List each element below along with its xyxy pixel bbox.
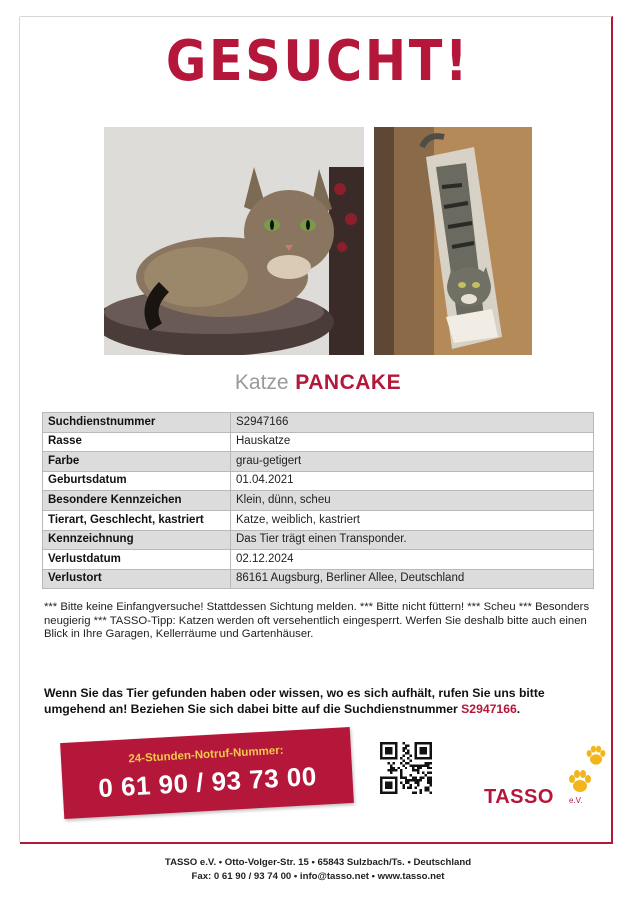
cat-photo-bag bbox=[374, 127, 532, 355]
detail-value: Das Tier trägt einen Transponder. bbox=[231, 530, 594, 550]
hotline-banner bbox=[60, 727, 354, 819]
table-row bbox=[43, 452, 594, 472]
detail-label: Suchdienstnummer bbox=[43, 413, 231, 433]
animal-species: Katze bbox=[234, 371, 289, 394]
hotline-label: 24-Stunden-Notruf-Nummer: bbox=[128, 744, 284, 766]
detail-label: Rasse bbox=[43, 432, 231, 452]
detail-value: 02.12.2024 bbox=[231, 550, 594, 570]
logo-wordmark: TASSO bbox=[484, 786, 554, 808]
detail-label: Farbe bbox=[43, 452, 231, 472]
details-table bbox=[42, 412, 594, 589]
detail-value: S2947166 bbox=[231, 413, 594, 433]
logo-suffix: e.V. bbox=[569, 796, 583, 805]
detail-label: Kennzeichnung bbox=[43, 530, 231, 550]
detail-label: Tierart, Geschlecht, kastriert bbox=[43, 510, 231, 530]
detail-value: Klein, dünn, scheu bbox=[231, 491, 594, 511]
table-row bbox=[43, 530, 594, 550]
hotline-number[interactable]: 0 61 90 / 93 73 00 bbox=[97, 760, 318, 804]
detail-label: Verlustdatum bbox=[43, 550, 231, 570]
detail-value: 86161 Augsburg, Berliner Allee, Deutschland bbox=[231, 569, 594, 589]
detail-label: Besondere Kennzeichen bbox=[43, 491, 231, 511]
detail-value: Katze, weiblich, kastriert bbox=[231, 510, 594, 530]
table-row bbox=[43, 413, 594, 433]
cta-reference-number: S2947166 bbox=[461, 701, 517, 716]
notes-text: *** Bitte keine Einfangversuche! Stattdessen Sichtung melden. *** Bitte nicht füttern! *** Scheu *** Besonders neugierig *** TASSO-Tipp: Katzen werden oft versehentlich eingesperrt. Werfen Sie deshalb bitte auch einen Blick in Ihre Garagen, Kellerräume und Gartenhäuser. bbox=[44, 601, 590, 640]
cta-end: . bbox=[516, 701, 521, 716]
tasso-logo bbox=[480, 740, 610, 810]
footer bbox=[0, 856, 636, 884]
call-to-action bbox=[44, 686, 590, 717]
page-title: GESUCHT! bbox=[165, 29, 471, 94]
table-row bbox=[43, 569, 594, 589]
animal-name: PANCAKE bbox=[295, 371, 402, 394]
table-row bbox=[43, 471, 594, 491]
detail-label: Verlustort bbox=[43, 569, 231, 589]
table-row bbox=[43, 491, 594, 511]
table-row bbox=[43, 432, 594, 452]
footer-address: TASSO e.V. • Otto-Volger-Str. 15 • 65843 Sulzbach/Ts. • Deutschland bbox=[164, 857, 472, 868]
detail-value: grau-getigert bbox=[231, 452, 594, 472]
detail-label: Geburtsdatum bbox=[43, 471, 231, 491]
cat-photo-lying bbox=[104, 127, 364, 355]
table-row bbox=[43, 510, 594, 530]
footer-contact: Fax: 0 61 90 / 93 74 00 • info@tasso.net • www.tasso.net bbox=[191, 871, 445, 882]
detail-value: Hauskatze bbox=[231, 432, 594, 452]
paw-icon bbox=[566, 768, 594, 796]
qr-code-icon[interactable] bbox=[380, 742, 432, 794]
table-row bbox=[43, 550, 594, 570]
animal-heading bbox=[0, 372, 636, 393]
detail-value: 01.04.2021 bbox=[231, 471, 594, 491]
cta-text: Wenn Sie das Tier gefunden haben oder wissen, wo es sich aufhält, rufen Sie uns bitte umgehend an! Beziehen Sie sich dabei bitte auf die Suchdienstnummer bbox=[44, 686, 545, 716]
paw-icon bbox=[584, 744, 608, 768]
